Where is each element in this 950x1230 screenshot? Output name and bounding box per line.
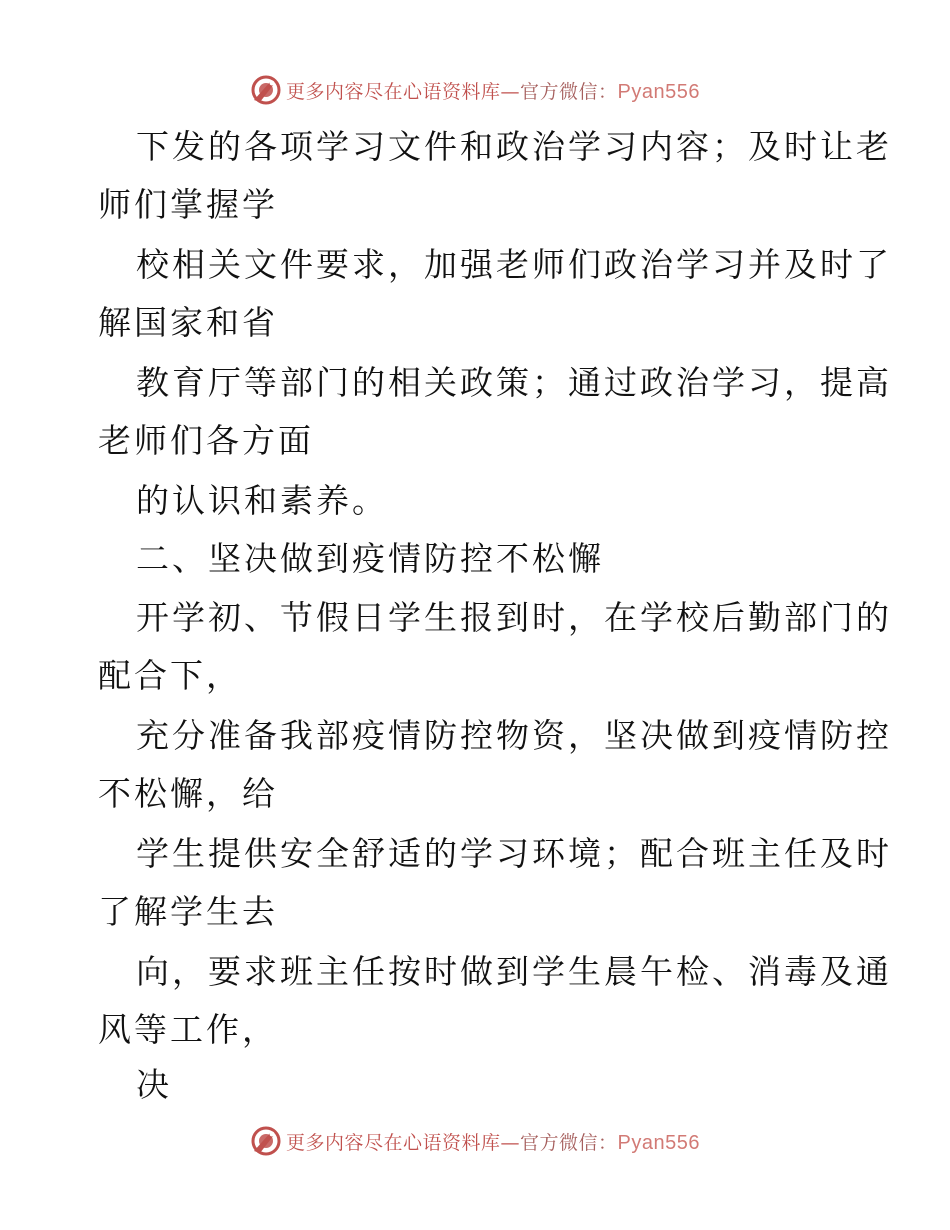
header-banner-slogan: 更多内容尽在心语资料库— — [286, 80, 521, 103]
footer-banner-text — [286, 1128, 700, 1155]
text-line: 学生提供安全舒适的学习环境；配合班主任及时 — [136, 834, 892, 873]
text-line: 配合下， — [98, 656, 242, 695]
text-line: 老师们各方面 — [98, 421, 314, 460]
text-line: 了解学生去 — [98, 892, 278, 931]
text-line: 充分准备我部疫情防控物资，坚决做到疫情防控 — [136, 716, 892, 755]
text-line: 决 — [136, 1065, 172, 1104]
text-line: 校相关文件要求，加强老师们政治学习并及时了 — [136, 245, 892, 284]
text-line: 不松懈，给 — [98, 774, 278, 813]
section-heading: 二、坚决做到疫情防控不松懈 — [136, 539, 604, 578]
text-line: 解国家和省 — [98, 303, 278, 342]
text-line: 下发的各项学习文件和政治学习内容；及时让老 — [136, 127, 892, 166]
footer-banner-slogan: 更多内容尽在心语资料库— — [286, 1131, 521, 1154]
text-line: 向，要求班主任按时做到学生晨午检、消毒及通 — [136, 952, 892, 991]
footer-wechat-label: 官方微信： — [520, 1131, 618, 1154]
text-line: 师们掌握学 — [98, 185, 278, 224]
footer-banner — [0, 1121, 950, 1161]
footer-wechat-id: Pyan556 — [617, 1131, 700, 1154]
text-line: 风等工作， — [98, 1010, 278, 1049]
header-wechat-label: 官方微信： — [520, 80, 618, 103]
text-line: 的认识和素养。 — [136, 481, 388, 520]
text-line: 开学初、节假日学生报到时，在学校后勤部门的 — [136, 598, 892, 637]
text-line: 教育厅等部门的相关政策；通过政治学习，提高 — [136, 363, 892, 402]
header-wechat-id: Pyan556 — [617, 80, 700, 103]
ink-brush-logo-icon — [250, 1125, 282, 1157]
